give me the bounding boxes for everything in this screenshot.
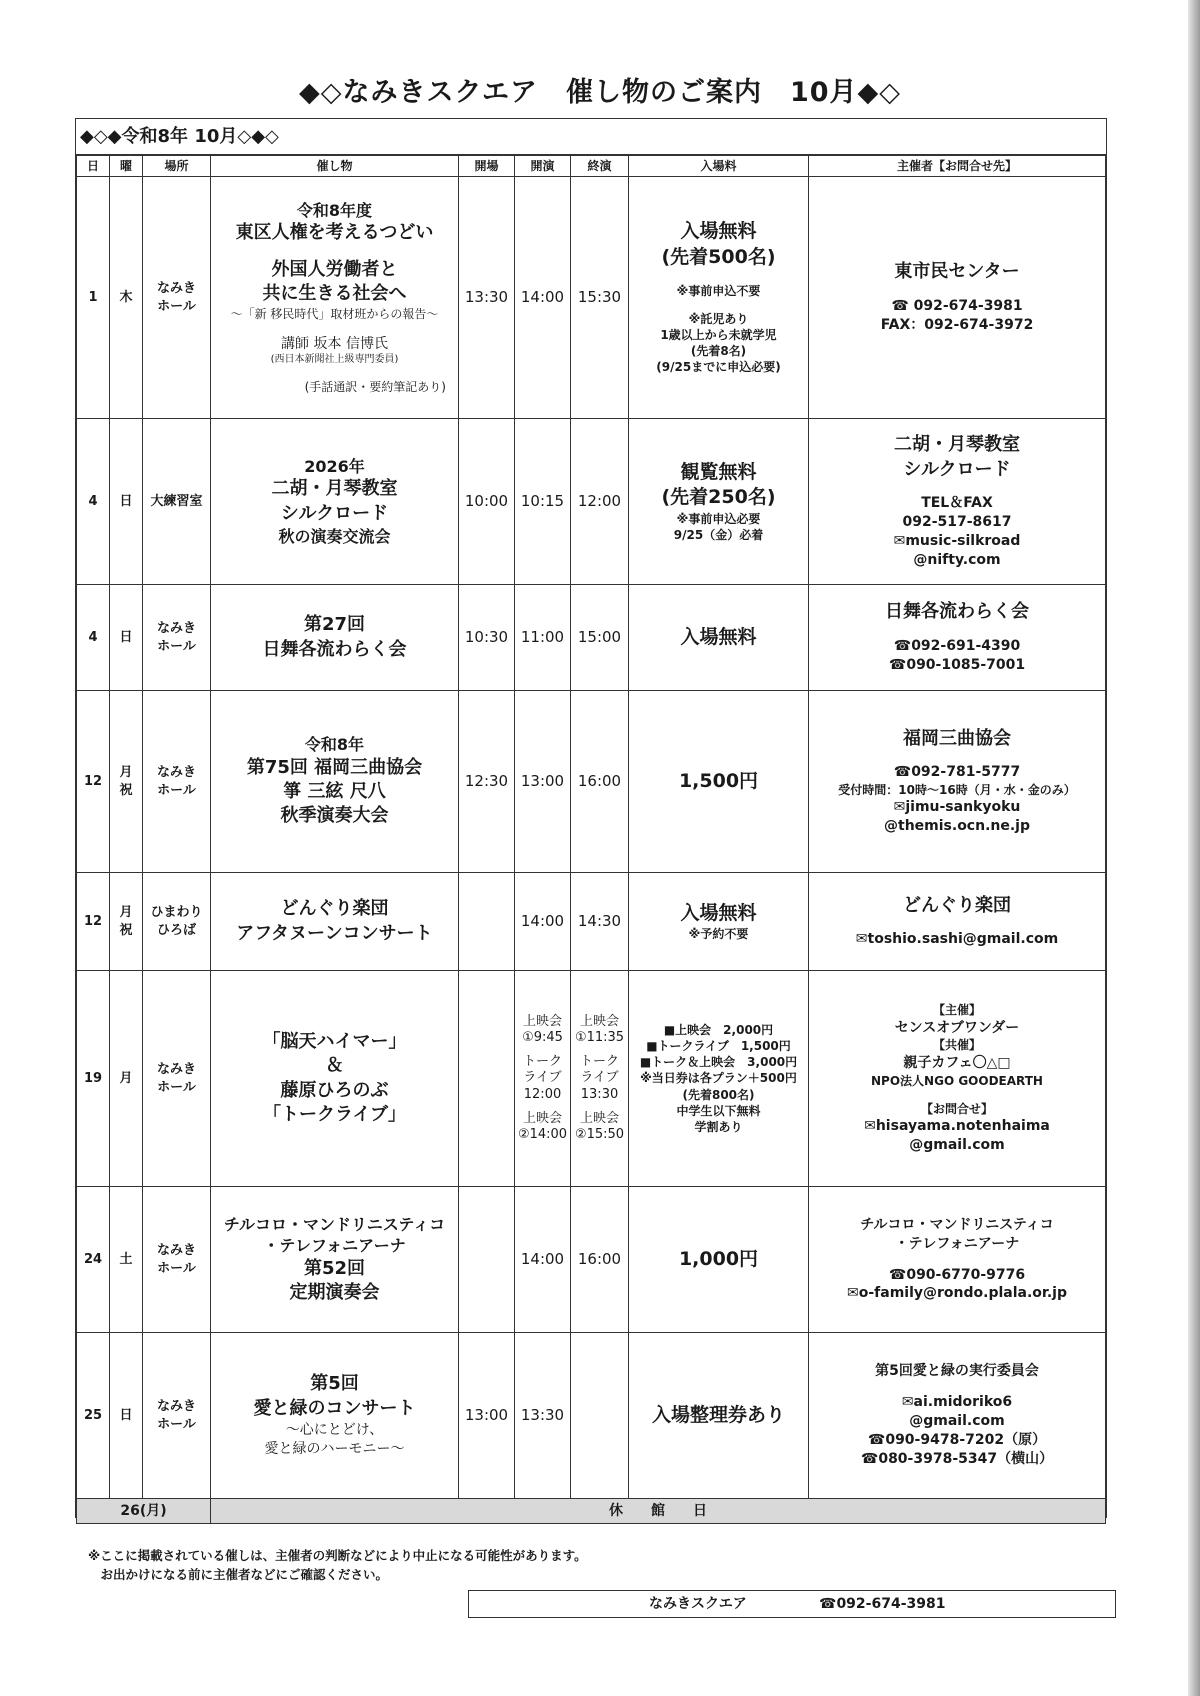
event-line: ・テレフォニアーナ	[263, 1236, 406, 1256]
col-header-fee: 入場料	[629, 156, 809, 177]
schedule-frame	[75, 118, 1107, 1518]
event-end: 14:30	[571, 873, 629, 971]
col-header-end: 終演	[571, 156, 629, 177]
event-weekday	[110, 419, 143, 585]
event-fee	[629, 1333, 809, 1499]
event-row	[77, 873, 1106, 971]
event-row	[77, 1187, 1106, 1333]
fee-line: 中学生以下無料	[676, 1103, 761, 1118]
event-line: 令和8年度	[296, 200, 373, 220]
events-body	[77, 177, 1106, 1499]
organizer-line: 日舞各流わらく会	[885, 601, 1029, 623]
col-header-organizer: 主催者【お問合せ先】	[809, 156, 1106, 177]
notice-line: ※ここに掲載されている催しは、主催者の判断などにより中止になる可能性があります。	[88, 1548, 587, 1563]
organizer-line: チルコロ・マンドリニスティコ	[860, 1216, 1054, 1233]
event-line: 愛と緑のハーモニー～	[264, 1440, 405, 1457]
col-header-day: 日	[77, 156, 110, 177]
place-part: ホール	[157, 1079, 196, 1095]
event-open	[459, 1187, 515, 1333]
fee-line: ■上映会 2,000円	[663, 1022, 774, 1037]
organizer-line: ☎080-3978-5347（横山）	[860, 1450, 1054, 1467]
event-line: アフタヌーンコンサート	[236, 922, 433, 944]
event-open: 13:30	[459, 177, 515, 419]
organizer-line: 東市民センター	[894, 261, 1020, 283]
place-part: なみき	[156, 764, 196, 780]
event-organizer	[809, 419, 1106, 585]
fee-line: 1,500円	[678, 769, 759, 792]
fee-line: 1,000円	[678, 1247, 759, 1270]
event-organizer	[809, 691, 1106, 873]
notice-line: お出かけになる前に主催者などにご確認ください。	[88, 1566, 389, 1582]
event-line: 二胡・月琴教室	[271, 478, 398, 500]
event-line: 日舞各流わらく会	[262, 638, 407, 660]
event-place	[143, 971, 211, 1187]
organizer-line: センスオブワンダー	[894, 1019, 1020, 1036]
event-line: 外国人労働者と	[271, 258, 398, 280]
fee-line: 9/25（金）必着	[673, 528, 764, 543]
event-line: 東区人権を考えるつどい	[235, 222, 434, 244]
event-start: 11:00	[515, 585, 571, 691]
event-line: シルクロード	[280, 502, 389, 524]
event-line: ＆	[325, 1055, 344, 1077]
weekday-part: 月	[119, 764, 133, 780]
organizer-line: 親子カフェ〇△□	[903, 1054, 1011, 1071]
event-end: 15:30	[571, 177, 629, 419]
event-open: 10:00	[459, 419, 515, 585]
event-organizer	[809, 873, 1106, 971]
fee-line: ※当日券は各プラン＋500円	[640, 1071, 797, 1086]
event-place	[143, 585, 211, 691]
col-header-event: 催し物	[211, 156, 459, 177]
place-part: ホール	[157, 782, 196, 798]
event-line: 2026年	[304, 456, 365, 476]
closed-label: 休 館 日	[211, 1499, 1106, 1524]
event-weekday	[110, 1187, 143, 1333]
event-line: ～心にとどけ、	[285, 1421, 384, 1438]
event-day: 25	[77, 1333, 110, 1499]
event-fee	[629, 177, 809, 419]
event-line: 第75回 福岡三曲協会	[246, 756, 423, 778]
event-organizer	[809, 585, 1106, 691]
organizer-line: 【主催】	[932, 1003, 981, 1018]
event-weekday	[110, 177, 143, 419]
time-block: トーク ライブ 12:00	[522, 1054, 562, 1102]
scan-edge	[1188, 0, 1200, 1696]
event-organizer	[809, 1187, 1106, 1333]
event-row	[77, 177, 1106, 419]
event-line: (西日本新聞社上級専門委員)	[270, 354, 399, 366]
event-title	[211, 177, 459, 419]
event-weekday	[110, 691, 143, 873]
event-end: 16:00	[571, 1187, 629, 1333]
organizer-line: TEL＆FAX	[921, 495, 993, 512]
event-line: 講師 坂本 信博氏	[281, 335, 388, 352]
event-end	[571, 1333, 629, 1499]
place-part: なみき	[156, 1398, 196, 1414]
event-title	[211, 585, 459, 691]
organizer-line: 受付時間：10時～16時（月・水・金のみ）	[838, 783, 1076, 798]
event-line: どんぐり楽団	[280, 898, 389, 920]
event-line: 第27回	[303, 614, 366, 636]
table-header-row	[77, 156, 1106, 177]
event-weekday	[110, 585, 143, 691]
footer-name: なみきスクエア	[649, 1596, 747, 1612]
event-open: 10:30	[459, 585, 515, 691]
weekday-part: 祝	[119, 782, 133, 798]
event-line: 箏 三絃 尺八	[283, 781, 386, 803]
event-day: 4	[77, 419, 110, 585]
organizer-line: ☎090-1085-7001	[888, 656, 1026, 673]
weekday-part: 日	[119, 1407, 133, 1423]
organizer-line: ✉music-silkroad	[893, 532, 1021, 549]
col-header-open: 開場	[459, 156, 515, 177]
closed-date: 26(月)	[77, 1499, 211, 1524]
event-start: 14:00	[515, 873, 571, 971]
weekday-part: 木	[119, 289, 133, 305]
organizer-line: ☎092-691-4390	[893, 637, 1021, 654]
event-title	[211, 419, 459, 585]
time-block: トーク ライブ 13:30	[579, 1054, 619, 1102]
organizer-line: NPO法人NGO GOODEARTH	[871, 1073, 1043, 1088]
fee-line: (9/25までに申込必要)	[656, 360, 781, 375]
event-fee	[629, 873, 809, 971]
fee-line: ※予約不要	[688, 927, 749, 942]
event-line: 「トークライブ」	[263, 1103, 406, 1125]
event-title	[211, 873, 459, 971]
place-part: ひろば	[156, 922, 196, 938]
weekday-part: 月	[119, 1070, 133, 1086]
events-table	[76, 155, 1106, 1524]
col-header-weekday: 曜	[110, 156, 143, 177]
event-line: 第52回	[303, 1257, 366, 1279]
event-day: 12	[77, 873, 110, 971]
organizer-line: ✉jimu-sankyoku	[893, 799, 1021, 816]
event-place	[143, 419, 211, 585]
fee-line: 入場無料	[680, 220, 757, 243]
event-line: 第5回	[310, 1373, 359, 1395]
event-place	[143, 177, 211, 419]
event-end: 12:00	[571, 419, 629, 585]
event-organizer	[809, 971, 1106, 1187]
time-block: 上映会 ②15:50	[574, 1110, 625, 1143]
month-heading: ◆◇◆令和8年 10月◇◆◇	[76, 119, 1106, 155]
event-line: 「脳天ハイマー」	[262, 1030, 407, 1052]
event-start: 14:00	[515, 1187, 571, 1333]
fee-line: (先着250名)	[661, 486, 776, 509]
event-day: 4	[77, 585, 110, 691]
fee-line: ※事前申込必要	[676, 511, 761, 526]
time-block: 上映会 ①9:45	[522, 1013, 563, 1045]
fee-line: 入場無料	[680, 901, 757, 924]
event-open	[459, 873, 515, 971]
event-fee	[629, 1187, 809, 1333]
organizer-line: @themis.ocn.ne.jp	[884, 818, 1030, 835]
organizer-line: 福岡三曲協会	[903, 727, 1011, 749]
event-organizer	[809, 1333, 1106, 1499]
fee-line: (先着500名)	[661, 246, 776, 269]
event-end	[571, 971, 629, 1187]
event-place	[143, 1333, 211, 1499]
organizer-line: @gmail.com	[909, 1136, 1005, 1153]
place-part: ひまわり	[150, 904, 203, 920]
fee-line: ※託児あり	[688, 311, 749, 326]
event-open	[459, 971, 515, 1187]
organizer-line: 【お問合せ】	[920, 1101, 993, 1116]
event-end: 15:00	[571, 585, 629, 691]
event-place	[143, 1187, 211, 1333]
organizer-line: ☎092-781-5777	[893, 764, 1021, 781]
fee-line: ■トークライブ 1,500円	[646, 1039, 791, 1054]
fee-line: 入場整理券あり	[651, 1403, 785, 1426]
event-line: (手話通訳・要約筆記あり)	[304, 379, 446, 394]
organizer-line: ✉toshio.sashi@gmail.com	[855, 931, 1059, 948]
place-part: 大練習室	[150, 493, 203, 509]
place-part: ホール	[157, 638, 196, 654]
footer-box	[468, 1590, 1116, 1618]
fee-line: (先着800名)	[682, 1087, 755, 1102]
event-row	[77, 419, 1106, 585]
event-day: 12	[77, 691, 110, 873]
event-place	[143, 873, 211, 971]
organizer-line: 【共催】	[932, 1038, 981, 1053]
notice-text	[88, 1547, 587, 1585]
time-block: 上映会 ②14:00	[517, 1110, 568, 1143]
fee-line: 入場無料	[680, 625, 757, 648]
event-row	[77, 585, 1106, 691]
event-line: 共に生きる社会へ	[262, 283, 407, 305]
event-line: 定期演奏会	[289, 1282, 380, 1304]
event-row	[77, 971, 1106, 1187]
event-line: 令和8年	[304, 735, 365, 755]
event-open: 13:00	[459, 1333, 515, 1499]
event-day: 19	[77, 971, 110, 1187]
organizer-line: ✉ai.midoriko6	[901, 1394, 1013, 1411]
event-weekday	[110, 1333, 143, 1499]
fee-line: (先着8名)	[690, 344, 747, 359]
place-part: なみき	[156, 280, 196, 296]
event-start: 13:00	[515, 691, 571, 873]
organizer-line: ✉hisayama.notenhaima	[864, 1117, 1050, 1134]
organizer-line: ☎ 092-674-3981	[891, 297, 1023, 314]
organizer-line: ・テレフォニアーナ	[894, 1235, 1020, 1252]
weekday-part: 祝	[119, 922, 133, 938]
organizer-line: どんぐり楽団	[903, 894, 1011, 916]
organizer-line: ☎090-6770-9776	[888, 1266, 1026, 1283]
event-fee	[629, 971, 809, 1187]
fee-line: ■トーク＆上映会 3,000円	[639, 1055, 798, 1070]
event-line: 藤原ひろのぶ	[280, 1079, 389, 1101]
event-start: 14:00	[515, 177, 571, 419]
fee-line: 学割あり	[694, 1119, 743, 1134]
event-place	[143, 691, 211, 873]
col-header-place: 場所	[143, 156, 211, 177]
organizer-line: FAX：092-674-3972	[880, 316, 1034, 333]
event-weekday	[110, 971, 143, 1187]
organizer-line: 第5回愛と緑の実行委員会	[875, 1363, 1039, 1380]
event-title	[211, 1187, 459, 1333]
event-row	[77, 1333, 1106, 1499]
organizer-line: @nifty.com	[913, 551, 1001, 568]
time-block: 上映会 ①11:35	[574, 1013, 625, 1045]
event-row	[77, 691, 1106, 873]
event-line: 秋季演奏大会	[280, 805, 389, 827]
weekday-part: 土	[119, 1251, 133, 1267]
event-line: ～「新 移民時代」取材班からの報告～	[230, 307, 439, 322]
fee-line: 観覧無料	[680, 460, 757, 483]
event-day: 1	[77, 177, 110, 419]
event-line: チルコロ・マンドリニスティコ	[223, 1214, 446, 1234]
footer-tel: ☎092-674-3981	[819, 1596, 946, 1612]
event-weekday	[110, 873, 143, 971]
event-start	[515, 971, 571, 1187]
organizer-line: ✉o-family@rondo.plala.or.jp	[847, 1285, 1067, 1302]
organizer-line: 二胡・月琴教室	[894, 434, 1020, 456]
closed-day-row	[77, 1499, 1106, 1524]
event-organizer	[809, 177, 1106, 419]
place-part: ホール	[157, 1416, 196, 1432]
fee-line: ※事前申込不要	[676, 283, 761, 298]
place-part: ホール	[157, 1260, 196, 1276]
place-part: なみき	[156, 1242, 196, 1258]
page-title: ◆◇なみきスクエア 催し物のご案内 10月◆◇	[298, 77, 902, 108]
event-end: 16:00	[571, 691, 629, 873]
event-fee	[629, 585, 809, 691]
weekday-part: 月	[119, 904, 133, 920]
event-open: 12:30	[459, 691, 515, 873]
place-part: ホール	[157, 298, 196, 314]
organizer-line: ☎090-9478-7202（原）	[867, 1431, 1047, 1448]
place-part: なみき	[156, 620, 196, 636]
weekday-part: 日	[119, 629, 133, 645]
event-title	[211, 971, 459, 1187]
organizer-line: シルクロード	[903, 458, 1011, 480]
organizer-line: 092-517-8617	[902, 513, 1012, 530]
event-fee	[629, 419, 809, 585]
event-day: 24	[77, 1187, 110, 1333]
weekday-part: 日	[119, 493, 133, 509]
col-header-start: 開演	[515, 156, 571, 177]
fee-line: 1歳以上から未就学児	[660, 328, 777, 343]
event-title	[211, 1333, 459, 1499]
event-start: 13:30	[515, 1333, 571, 1499]
event-start: 10:15	[515, 419, 571, 585]
place-part: なみき	[156, 1061, 196, 1077]
organizer-line: @gmail.com	[909, 1413, 1005, 1430]
event-title	[211, 691, 459, 873]
event-line: 愛と緑のコンサート	[253, 1397, 416, 1419]
event-line: 秋の演奏交流会	[278, 526, 391, 546]
event-fee	[629, 691, 809, 873]
